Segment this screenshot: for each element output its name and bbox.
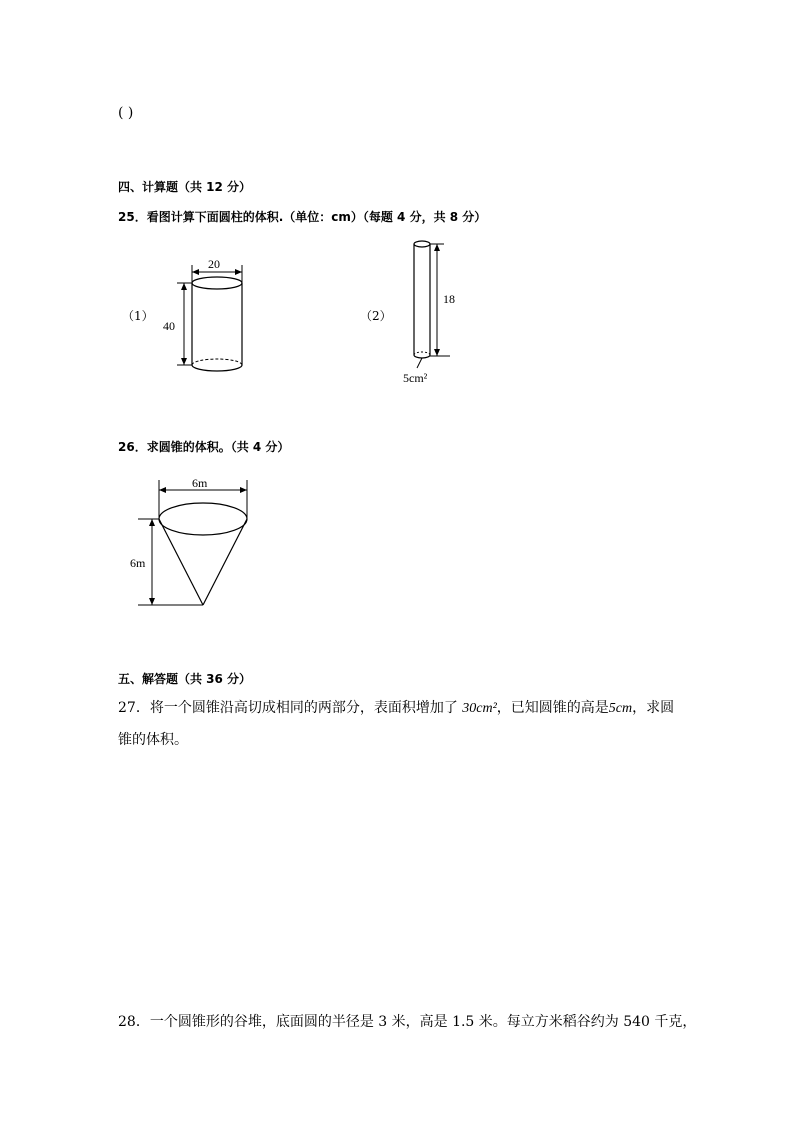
q27-height: 5cm <box>608 701 633 716</box>
q27-text-1: 27．将一个圆锥沿高切成相同的两部分，表面积增加了 <box>118 700 463 716</box>
question-27-line-2: 锥的体积。 <box>118 732 188 748</box>
q27-text-3: ，求圆 <box>632 700 675 716</box>
fig1-label: （1） <box>122 309 154 323</box>
fig1-width-label: 20 <box>208 257 220 271</box>
answer-paren: ( ) <box>118 105 134 121</box>
question-28: 28．一个圆锥形的谷堆，底面圆的半径是 3 米，高是 1.5 米。每立方米稻谷约为 540 千克， <box>118 1014 697 1030</box>
question-26: 26．求圆锥的体积。（共 4 分） <box>118 440 290 454</box>
cone-height-label: 6m <box>130 556 146 570</box>
cone-diameter-label: 6m <box>192 476 208 490</box>
fig1-height-label: 40 <box>163 319 175 333</box>
question-27-line-1 <box>118 697 674 717</box>
fig2-base-label: 5cm² <box>403 371 428 385</box>
fig2-label: （2） <box>360 309 392 323</box>
fig2-height-label: 18 <box>443 292 455 306</box>
section-5-heading: 五、解答题（共 36 分） <box>118 672 252 686</box>
q27-area: 30cm² <box>462 701 497 716</box>
question-25: 25．看图计算下面圆柱的体积.（单位：cm）（每题 4 分，共 8 分） <box>118 210 487 224</box>
q27-text-2: ，已知圆锥的高是 <box>496 700 609 716</box>
section-4-heading: 四、计算题（共 12 分） <box>118 180 252 194</box>
